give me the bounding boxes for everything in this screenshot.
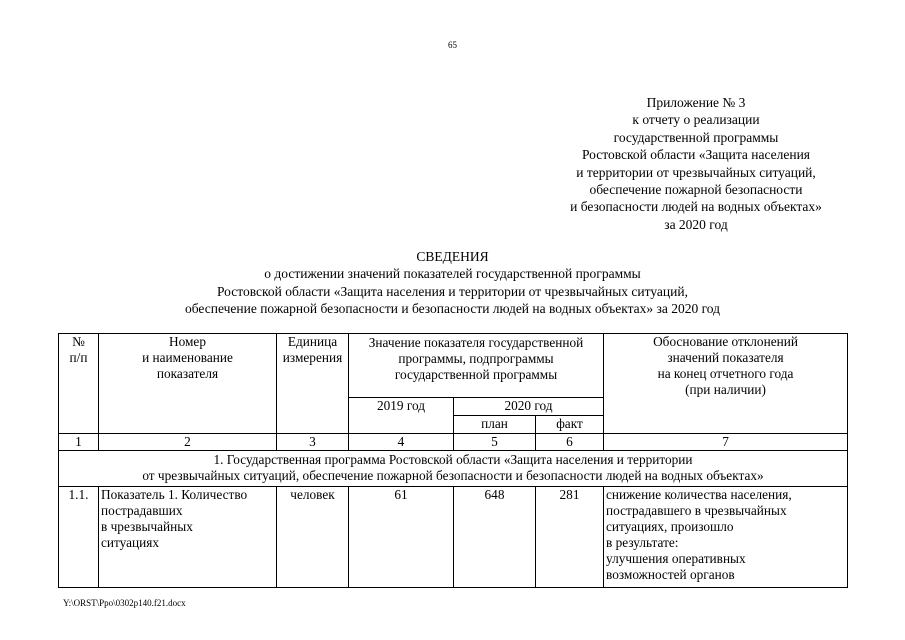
header-unit: Единица измерения — [277, 334, 349, 434]
page-number: 65 — [448, 40, 457, 50]
title-line: обеспечение пожарной безопасности и безопасности людей на водных объектах» за 2020 год — [184, 301, 721, 317]
appendix-line: к отчету о реализации — [632, 112, 760, 128]
appendix-line: за 2020 год — [664, 216, 728, 232]
table-row — [59, 487, 848, 588]
appendix-line: государственной программы — [613, 129, 779, 145]
col-number: 5 — [454, 434, 536, 451]
appendix-line: обеспечение пожарной безопасности — [589, 182, 803, 198]
header-year-2020: 2020 год — [454, 398, 604, 416]
file-path-footer: Y:\ORST\Ppo\0302p140.f21.docx — [63, 598, 186, 608]
col-number: 1 — [59, 434, 99, 451]
col-number: 3 — [277, 434, 349, 451]
appendix-line: и безопасности людей на водных объектах» — [570, 199, 822, 215]
header-value: Значение показателя государственной программы, подпрограммы государственной программы — [349, 334, 604, 398]
row-name: Показатель 1. Количество пострадавших в чрезвычайных ситуациях — [99, 487, 277, 588]
appendix-line: Приложение № 3 — [646, 95, 746, 110]
header-justification: Обоснование отклонений значений показателя на конец отчетного года (при наличии) — [604, 334, 848, 434]
document-title — [0, 248, 905, 318]
title-line: о достижении значений показателей государственной программы — [264, 266, 641, 282]
col-number: 6 — [536, 434, 604, 451]
header-plan: план — [454, 416, 536, 434]
row-justification: снижение количества населения, пострадавшего в чрезвычайных ситуациях, произошло в результате: улучшения оперативных возможностей органов — [604, 487, 848, 588]
col-number: 2 — [99, 434, 277, 451]
row-fact: 281 — [536, 487, 604, 588]
title-heading: СВЕДЕНИЯ — [416, 249, 489, 264]
appendix-line: и территории от чрезвычайных ситуаций, — [576, 164, 816, 180]
col-number: 4 — [349, 434, 454, 451]
section-title: 1. Государственная программа Ростовской области «Защита населения и территории от чрезвычайных ситуаций, обеспечение пожарной безопасности и безопасности людей на водных объектах» — [59, 451, 848, 487]
row-num: 1.1. — [59, 487, 99, 588]
indicators-table — [58, 333, 848, 588]
title-line: Ростовской области «Защита населения и территории от чрезвычайных ситуаций, — [217, 283, 688, 299]
col-number: 7 — [604, 434, 848, 451]
row-plan: 648 — [454, 487, 536, 588]
row-2019: 61 — [349, 487, 454, 588]
appendix-block — [520, 94, 872, 233]
header-fact: факт — [536, 416, 604, 434]
row-unit: человек — [277, 487, 349, 588]
header-name: Номер и наименование показателя — [99, 334, 277, 434]
header-year-2019: 2019 год — [349, 398, 454, 434]
appendix-line: Ростовской области «Защита населения — [581, 147, 811, 163]
header-num: № п/п — [59, 334, 99, 434]
